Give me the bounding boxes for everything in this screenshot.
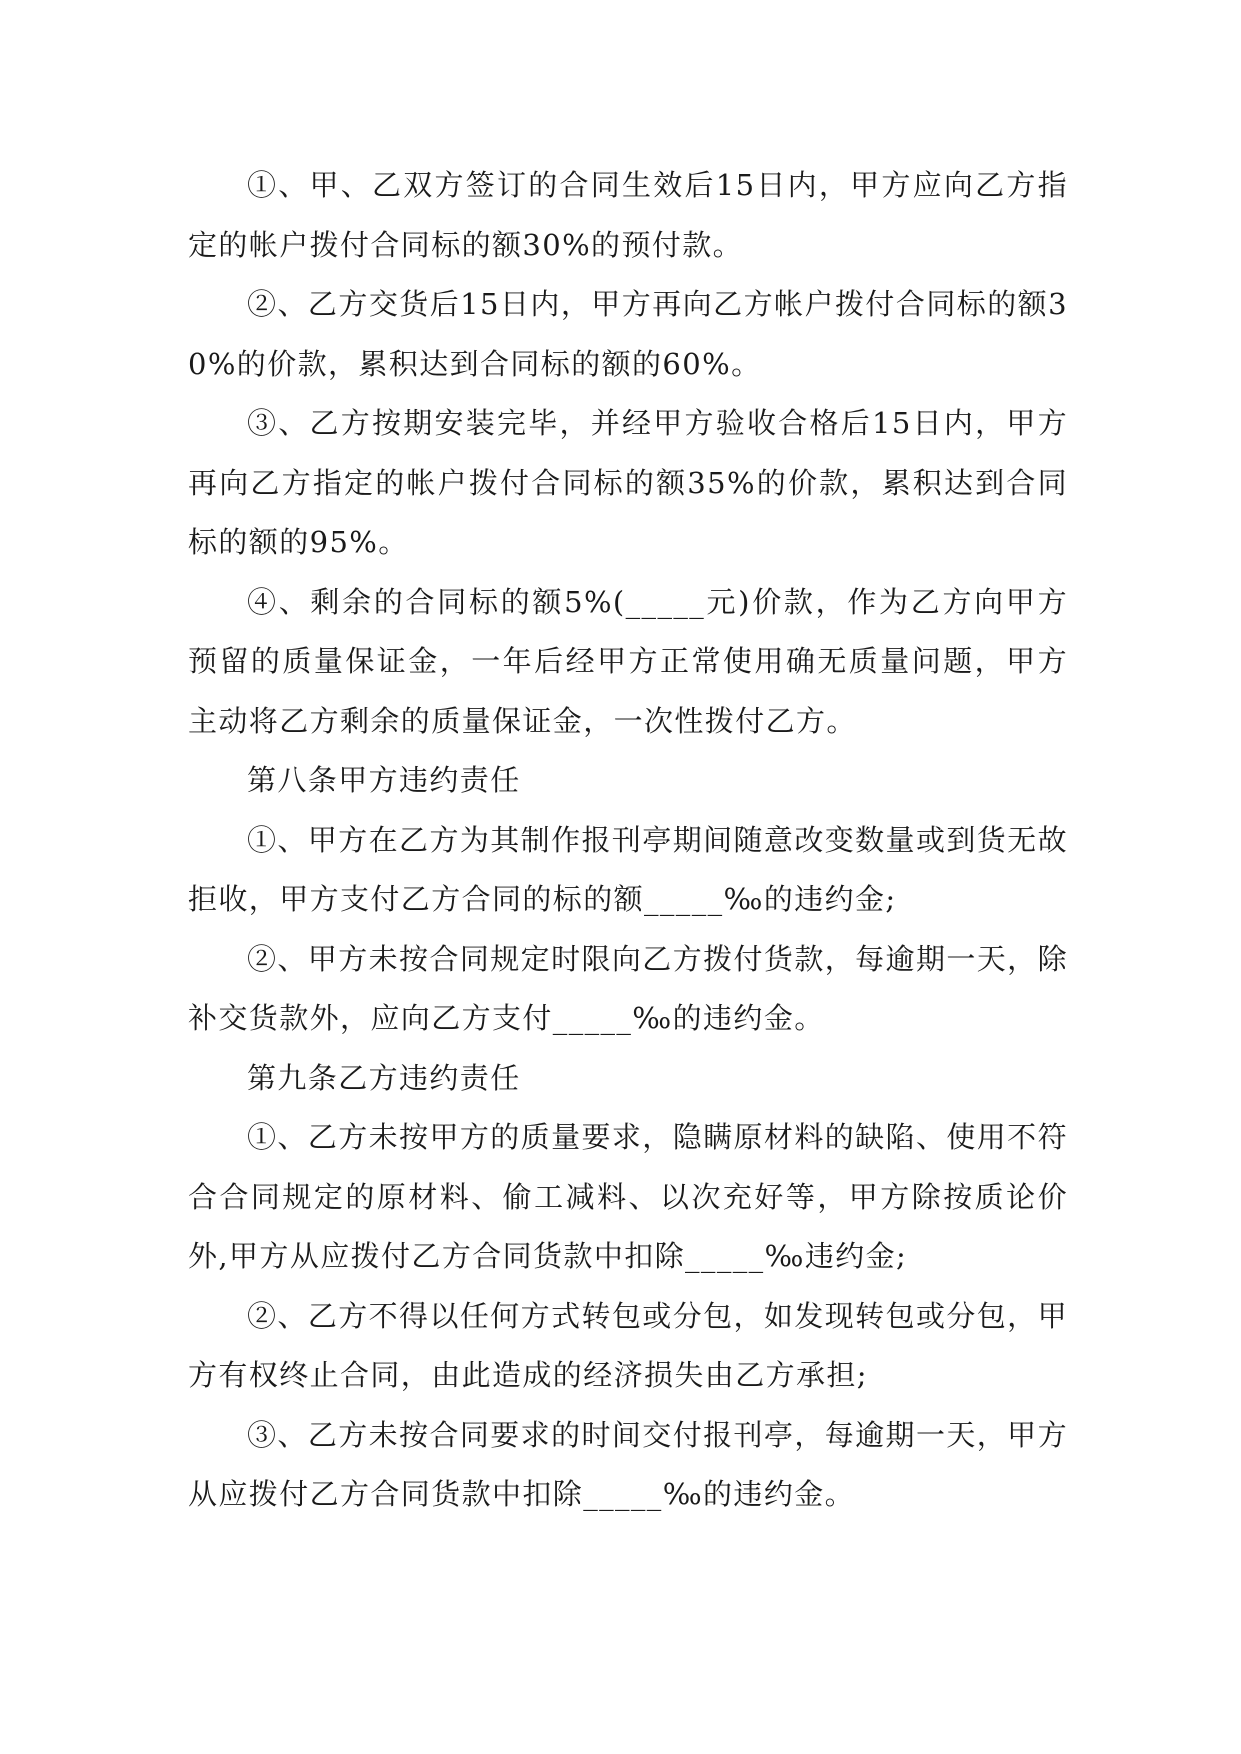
party-b-breach-clause-3: ③、乙方未按合同要求的时间交付报刊亭，每逾期一天，甲方从应拨付乙方合同货款中扣除_____‰的违约金。 xyxy=(188,1417,1068,1511)
payment-clause-4: ④、剩余的合同标的额5%(_____元)价款，作为乙方向甲方预留的质量保证金，一年后经甲方正常使用确无质量问题，甲方主动将乙方剩余的质量保证金，一次性拨付乙方。 xyxy=(188,584,1068,738)
payment-clause-2: ②、乙方交货后15日内，甲方再向乙方帐户拨付合同标的额30%的价款，累积达到合同标的额的60%。 xyxy=(188,287,1068,381)
document-body xyxy=(188,156,1068,1525)
payment-clause-1: ①、甲、乙双方签订的合同生效后15日内，甲方应向乙方指定的帐户拨付合同标的额30%的预付款。 xyxy=(188,168,1068,262)
party-b-breach-clause-1: ①、乙方未按甲方的质量要求，隐瞒原材料的缺陷、使用不符合合同规定的原材料、偷工减料、以次充好等，甲方除按质论价外,甲方从应拨付乙方合同货款中扣除_____‰违约金; xyxy=(188,1120,1068,1273)
payment-clause-3: ③、乙方按期安装完毕，并经甲方验收合格后15日内，甲方再向乙方指定的帐户拨付合同标的额35%的价款，累积达到合同标的额的95%。 xyxy=(188,406,1068,559)
article-8-heading: 第八条甲方违约责任 xyxy=(247,763,521,797)
article-9-heading: 第九条乙方违约责任 xyxy=(247,1060,521,1095)
party-a-breach-clause-1: ①、甲方在乙方为其制作报刊亭期间随意改变数量或到货无故拒收，甲方支付乙方合同的标的额_____‰的违约金; xyxy=(188,822,1068,916)
party-b-breach-clause-2: ②、乙方不得以任何方式转包或分包，如发现转包或分包，甲方有权终止合同，由此造成的经济损失由乙方承担; xyxy=(188,1298,1068,1392)
party-a-breach-clause-2: ②、甲方未按合同规定时限向乙方拨付货款，每逾期一天，除补交货款外，应向乙方支付_____‰的违约金。 xyxy=(188,941,1068,1035)
